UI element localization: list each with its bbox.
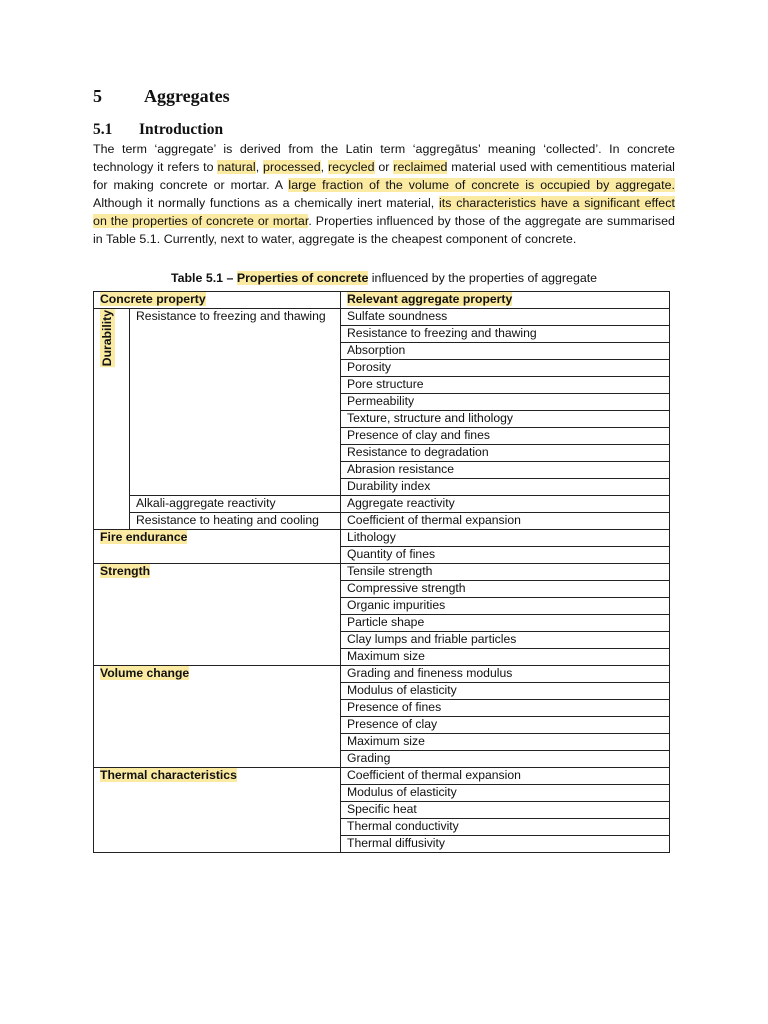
- aggregate-property-cell: Porosity: [341, 360, 670, 377]
- aggregate-property-cell: Presence of clay: [341, 717, 670, 734]
- aggregate-property-cell: Aggregate reactivity: [341, 496, 670, 513]
- caption-prefix: Table 5.1 –: [170, 271, 237, 285]
- aggregate-property-cell: Sulfate soundness: [341, 309, 670, 326]
- aggregate-property-cell: Absorption: [341, 343, 670, 360]
- aggregate-property-cell: Maximum size: [341, 734, 670, 751]
- aggregate-property-cell: Presence of fines: [341, 700, 670, 717]
- aggregate-property-cell: Thermal conductivity: [341, 819, 670, 836]
- aggregate-property-cell: Clay lumps and friable particles: [341, 632, 670, 649]
- table-row: [94, 564, 670, 581]
- table-row: [94, 513, 670, 530]
- alkali-label-cell: Alkali-aggregate reactivity: [130, 496, 341, 513]
- table-row: [94, 530, 670, 547]
- fire-group-cell: [94, 530, 341, 564]
- aggregate-property-cell: Modulus of elasticity: [341, 785, 670, 802]
- aggregate-property-cell: Presence of clay and fines: [341, 428, 670, 445]
- highlight-significant-effect: its characteristics have a significant effect on the properties of concrete or mortar: [93, 196, 675, 228]
- paragraph-text: ,: [255, 160, 264, 174]
- aggregate-property-cell: Lithology: [341, 530, 670, 547]
- chapter-title: Aggregates: [144, 86, 230, 106]
- highlight-processed: processed: [263, 160, 321, 174]
- caption-highlight: Properties of concrete: [236, 271, 369, 285]
- aggregate-property-cell: Thermal diffusivity: [341, 836, 670, 853]
- table-row: [94, 309, 670, 326]
- durability-label: Durability: [100, 310, 114, 367]
- strength-label: Strength: [100, 564, 151, 578]
- chapter-heading: [93, 86, 230, 107]
- thermal-label: Thermal characteristics: [100, 768, 237, 782]
- intro-paragraph: [93, 140, 675, 248]
- paragraph-text: Although it normally functions as a chemically inert material,: [93, 196, 439, 210]
- table-caption: [93, 269, 675, 287]
- section-number: 5.1: [93, 121, 113, 138]
- table-row: [94, 496, 670, 513]
- header-label: Concrete property: [100, 292, 206, 306]
- highlight-reclaimed: reclaimed: [393, 160, 448, 174]
- aggregate-property-cell: Coefficient of thermal expansion: [341, 513, 670, 530]
- aggregate-property-cell: Specific heat: [341, 802, 670, 819]
- paragraph-text: material used with cementitious material for making concrete or mortar. A: [93, 160, 675, 192]
- strength-group-cell: [94, 564, 341, 666]
- aggregate-property-cell: Coefficient of thermal expansion: [341, 768, 670, 785]
- heating-label-cell: Resistance to heating and cooling: [130, 513, 341, 530]
- paragraph-text: or: [374, 160, 394, 174]
- properties-table-body: [94, 292, 670, 853]
- paragraph-text: . Properties influenced by those of the aggregate are summarised in Table 5.1. Currently, next to water, aggregate is the cheapest component of concrete.: [93, 214, 675, 246]
- aggregate-property-cell: Compressive strength: [341, 581, 670, 598]
- durability-group-cell: [94, 309, 130, 530]
- caption-suffix: influenced by the properties of aggregate: [368, 271, 598, 285]
- highlight-recycled: recycled: [327, 160, 375, 174]
- header-label: Relevant aggregate property: [347, 292, 513, 306]
- section-title: Introduction: [139, 121, 224, 138]
- fire-label: Fire endurance: [100, 530, 188, 544]
- aggregate-property-cell: Abrasion resistance: [341, 462, 670, 479]
- freeze-thaw-label-cell: Resistance to freezing and thawing: [130, 309, 341, 496]
- aggregate-property-cell: Modulus of elasticity: [341, 683, 670, 700]
- table-row: [94, 768, 670, 785]
- aggregate-property-cell: Permeability: [341, 394, 670, 411]
- volume-group-cell: [94, 666, 341, 768]
- aggregate-property-cell: Tensile strength: [341, 564, 670, 581]
- aggregate-property-cell: Texture, structure and lithology: [341, 411, 670, 428]
- volume-label: Volume change: [100, 666, 190, 680]
- paragraph-text: ,: [320, 160, 328, 174]
- aggregate-property-cell: Pore structure: [341, 377, 670, 394]
- aggregate-property-cell: Organic impurities: [341, 598, 670, 615]
- table-header-row: [94, 292, 670, 309]
- header-concrete-property: [94, 292, 341, 309]
- properties-table: [93, 291, 670, 853]
- aggregate-property-cell: Grading: [341, 751, 670, 768]
- aggregate-property-cell: Grading and fineness modulus: [341, 666, 670, 683]
- chapter-number: 5: [93, 86, 102, 106]
- aggregate-property-cell: Maximum size: [341, 649, 670, 666]
- aggregate-property-cell: Quantity of fines: [341, 547, 670, 564]
- aggregate-property-cell: Resistance to degradation: [341, 445, 670, 462]
- thermal-group-cell: [94, 768, 341, 853]
- highlight-natural: natural: [217, 160, 256, 174]
- paragraph-text: The term ‘aggregate’ is derived from the Latin term ‘aggregātus’ meaning ‘collected’. In concrete technology it refers to: [93, 142, 675, 174]
- table-row: [94, 666, 670, 683]
- section-heading: [93, 121, 223, 139]
- aggregate-property-cell: Resistance to freezing and thawing: [341, 326, 670, 343]
- aggregate-property-cell: Particle shape: [341, 615, 670, 632]
- header-aggregate-property: [341, 292, 670, 309]
- aggregate-property-cell: Durability index: [341, 479, 670, 496]
- highlight-volume-fraction: large fraction of the volume of concrete is occupied by aggregate.: [288, 178, 676, 192]
